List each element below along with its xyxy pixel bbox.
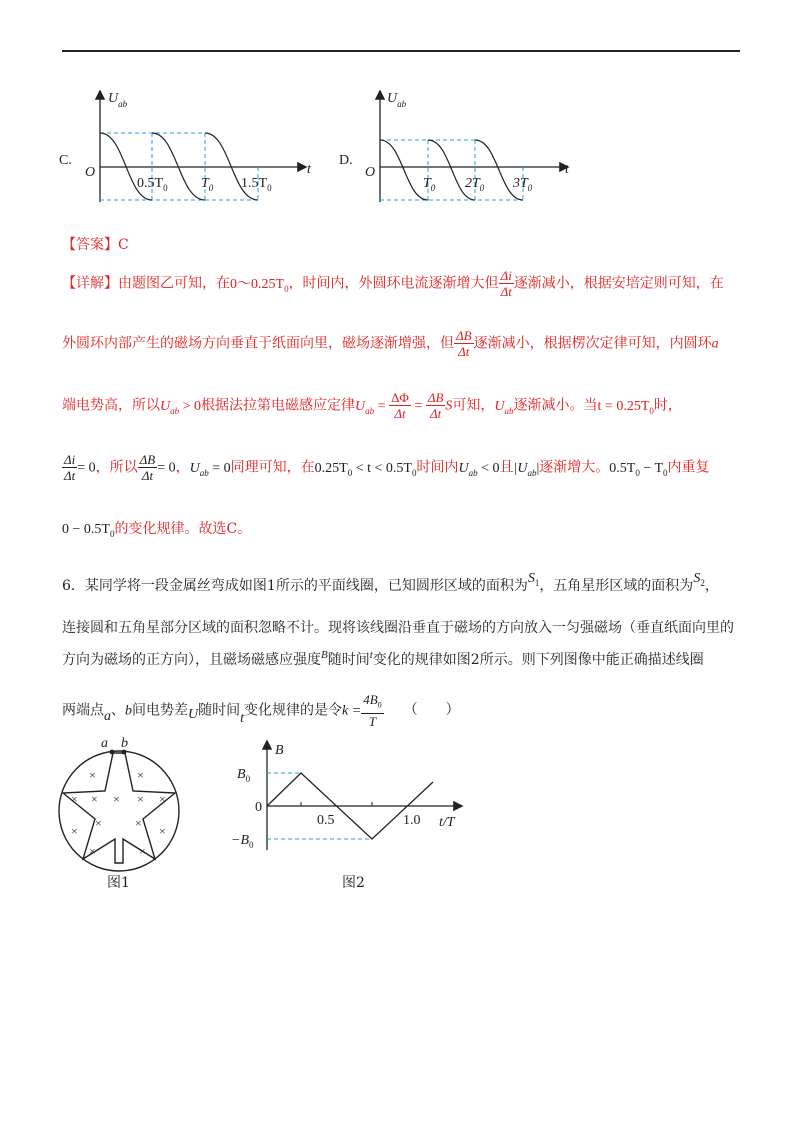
svg-text:2T0: $2T_0$	[465, 176, 485, 193]
svg-text:T0: $T_0$	[423, 176, 436, 193]
option-d-xvar: t	[565, 162, 569, 177]
point-a-label: a	[101, 736, 108, 751]
svg-text:×: ×	[159, 792, 166, 806]
answer-label: 【答案】C	[62, 237, 129, 253]
svg-text:−B0: $-B_0$	[231, 833, 254, 850]
svg-text:×: ×	[91, 792, 98, 806]
svg-text:×: ×	[89, 844, 96, 858]
detail-line-2: 外圆环内部产生的磁场方向垂直于纸面向里，磁场逐渐增强，但 $\frac{\Delta B}{\Delta t}$ 逐渐减小，根据楞次定律可知，内圆环a	[62, 328, 719, 359]
question-6-line-3: 方向为磁场的正方向），且磁场磁感应强度$^B$随时间$^t$变化的规律如图2所示。则下列图像中能正确描述线圈	[62, 649, 704, 668]
svg-text:1.0: 1.0	[403, 813, 421, 828]
detail-line-5: $0 - 0.5T_0$的变化规律。故选C。	[62, 521, 252, 539]
svg-text:×: ×	[137, 768, 144, 782]
svg-text:×: ×	[71, 792, 78, 806]
point-b-label: b	[121, 736, 128, 751]
fraction: $\frac{\Delta B}{\Delta t}$	[456, 328, 472, 359]
svg-text:0: 0	[255, 800, 262, 815]
svg-text:×: ×	[95, 816, 102, 830]
figure-2	[225, 738, 475, 858]
svg-text:B: B	[275, 743, 284, 758]
detail-line-3: 端电势高，所以$U_{ab} > 0$根据法拉第电磁感应定律$U_{ab}$ = $\frac{\Delta\Phi}{\Delta t}$ = $\frac{\Delta B}{\Delta t}$ S可知，$U_{ab}$逐渐减小。当$t = 0.25T_0$时，	[62, 390, 682, 421]
question-6-line-1: 6．某同学将一段金属丝弯成如图1所示的平面线圈，已知圆形区域的面积为$S_1$，五角星形区域的面积为$S_2$，	[62, 571, 719, 594]
option-d-graph	[335, 90, 580, 215]
svg-text:1.5T0: $1.5T_0$	[241, 176, 272, 193]
svg-text:×: ×	[71, 824, 78, 838]
option-c-xvar: t	[307, 162, 311, 177]
svg-text:Uab: $U_{ab}$	[108, 91, 128, 109]
svg-text:0.5T0: $0.5T_0$	[137, 176, 168, 193]
svg-text:0.5: 0.5	[317, 813, 335, 828]
figure-1-caption: 图1	[107, 875, 130, 891]
svg-text:×: ×	[139, 844, 146, 858]
svg-text:×: ×	[113, 792, 120, 806]
svg-text:T0: $T_0$	[201, 176, 214, 193]
svg-text:×: ×	[135, 816, 142, 830]
option-d-letter: D.	[339, 153, 353, 168]
option-c-graph	[55, 90, 325, 215]
figure-1	[55, 735, 195, 895]
option-c-origin: O	[85, 165, 96, 180]
detail-line-1: 【详解】由题图乙可知，在$0\sim 0.25T_0$，时间内，外圆环电流逐渐增大但 $\frac{\Delta i}{\Delta t}$ 逐渐减小，根据安培定则可知，在	[62, 268, 724, 299]
detail-line-4: $\frac{\Delta i}{\Delta t}$ = 0，所以 $\frac{\Delta B}{\Delta t}$ = 0，$U_{ab} = 0$同理可知，在$0.25T_0 < t < 0.5T_0$时间内$U_{ab} < 0$且$|U_{ab}|$逐渐增大。$0.5T_0 - T_0$内重复	[64, 452, 710, 483]
fraction: $\frac{\Delta i}{\Delta t}$	[500, 268, 512, 299]
header-rule	[62, 50, 740, 52]
svg-text:t/T: t/T	[439, 815, 455, 830]
option-d-origin: O	[365, 165, 376, 180]
svg-text:×: ×	[159, 824, 166, 838]
svg-text:×: ×	[137, 792, 144, 806]
question-6-line-2: 连接圆和五角星部分区域的面积忽略不计。现将该线圈沿垂直于磁场的方向放入一匀强磁场（垂直纸面向里的	[62, 620, 734, 636]
svg-text:Uab: $U_{ab}$	[387, 91, 407, 109]
question-6-line-4: 两端点a、b间电势差U随时间t变化规律的是令k = $\frac{4B_0}{T}$ （ ）	[62, 692, 460, 729]
option-c-letter: C.	[59, 153, 72, 168]
figure-2-caption: 图2	[342, 875, 365, 891]
svg-text:3T0: $3T_0$	[513, 176, 533, 193]
svg-text:×: ×	[89, 768, 96, 782]
svg-text:B0: $B_0$	[237, 767, 251, 784]
